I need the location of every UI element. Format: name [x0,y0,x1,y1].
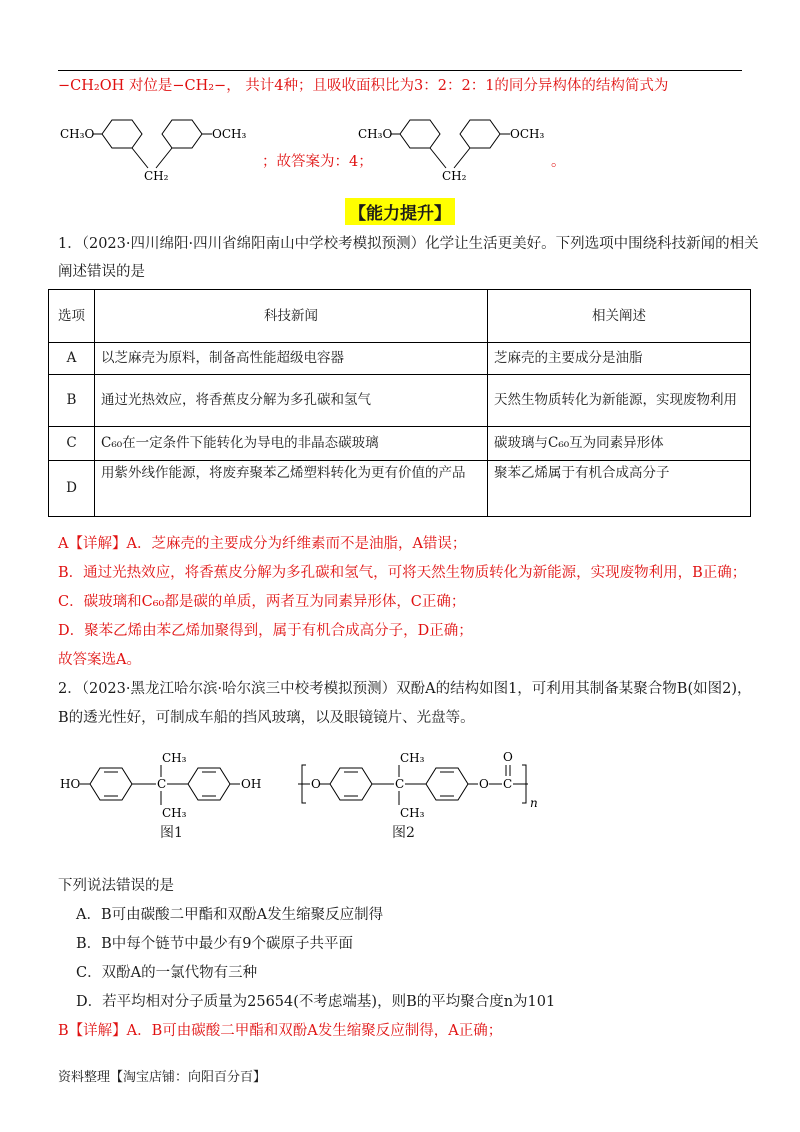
dimethoxy-diphenylmethane-structure-1 [60,118,260,188]
dimethoxy-diphenylmethane-structure-2 [358,118,558,188]
polymer-central-c: C [395,777,405,791]
polymer-n-subscript: n [530,796,538,810]
carbonyl-o: O [503,750,513,764]
q1-analysis-c: C．碳玻璃和C₆₀都是碳的单质，两者互为同素异形体，C正确； [58,594,466,610]
header-desc: 相关阐述 [488,290,751,343]
header-option: 选项 [49,290,95,343]
central-c-label: C [157,777,167,791]
figure1-bisphenol-a [60,745,275,825]
q2-stem-line1: 2．（2023·黑龙江哈尔滨·哈尔滨三中校考模拟预测）双酚A的结构如图1，可利用其制备某聚合物B(如图2)， [58,681,752,697]
q2-option-c: C．双酚A的一氯代物有三种 [76,965,258,981]
row-news: 以芝麻壳为原料，制备高性能超级电容器 [95,343,488,375]
header-news: 科技新闻 [95,290,488,343]
intro-period: 。 [551,154,566,170]
ch3-top-label: CH₃ [162,751,187,765]
header-rule [58,70,742,71]
row-desc: 碳玻璃与C₆₀互为同素异形体 [488,427,751,461]
och3-left-label-2: CH₃O [358,127,393,141]
row-desc: 天然生物质转化为新能源，实现废物利用 [488,375,751,427]
ch3-bottom-label: CH₃ [162,806,187,820]
polymer-ch3-bottom: CH₃ [400,806,425,820]
q2-option-d: D．若平均相对分子质量为25654(不考虑端基)，则B的平均聚合度n为101 [76,994,556,1010]
figure1-caption: 图1 [160,825,183,841]
table-row [49,427,751,461]
figure2-caption: 图2 [392,825,415,841]
ch2-label: CH₂ [144,169,169,183]
q2-option-b: B．B中每个链节中最少有9个碳原子共平面 [76,936,354,952]
q1-analysis-d: D．聚苯乙烯由苯乙烯加聚得到，属于有机合成高分子，D正确； [58,623,473,639]
row-option: D [49,461,95,517]
row-news: 通过光热效应，将香蕉皮分解为多孔碳和氢气 [95,375,488,427]
q2-stem-line2: B的透光性好，可制成车船的挡风玻璃，以及眼镜镜片、光盘等。 [58,710,475,726]
ch2-label-2: CH₂ [442,169,467,183]
figure2-polymer-b [298,745,558,825]
table-row [49,461,751,517]
table-row [49,375,751,427]
footer-source: 资料整理【淘宝店铺：向阳百分百】 [58,1070,267,1085]
row-option: B [49,375,95,427]
row-desc: 芝麻壳的主要成分是油脂 [488,343,751,375]
row-option: C [49,427,95,461]
oh-label: OH [241,777,262,791]
row-news: 用紫外线作能源，将废弃聚苯乙烯塑料转化为更有价值的产品 [95,461,488,517]
intro-answer-text: ；故答案为：4； [262,154,373,170]
row-option: A [49,343,95,375]
q1-analysis-b: B．通过光热效应，将香蕉皮分解为多孔碳和氢气，可将天然生物质转化为新能源，实现废物利用，B正确； [58,565,747,581]
q2-option-a: A．B可由碳酸二甲酯和双酚A发生缩聚反应制得 [76,907,384,923]
table-row [49,343,751,375]
q1-stem-line1: 1．（2023·四川绵阳·四川省绵阳南山中学校考模拟预测）化学让生活更美好。下列选项中围绕科技新闻的相关 [58,236,759,252]
ho-label: HO [60,777,81,791]
table-header-row [49,290,751,343]
ether-o-left: O [311,777,321,791]
polymer-ch3-top: CH₃ [400,751,425,765]
q2-prompt: 下列说法错误的是 [58,878,174,894]
carbonyl-c: C [503,777,513,791]
q2-analysis-a: B【详解】A．B可由碳酸二甲酯和双酚A发生缩聚反应制得，A正确； [58,1023,503,1039]
section-title: 【能力提升】 [0,198,800,225]
intro-line: −CH₂OH 对位是−CH₂−， 共计4种；且吸收面积比为3：2：2：1的同分异构体的结构简式为 [58,78,669,94]
row-news: C₆₀在一定条件下能转化为导电的非晶态碳玻璃 [95,427,488,461]
q1-stem-line2: 阐述错误的是 [58,264,145,280]
ether-o-right: O [479,777,489,791]
q1-answer: 故答案选A。 [58,652,141,668]
och3-right-label: OCH₃ [212,127,247,141]
och3-right-label-2: OCH₃ [510,127,545,141]
q1-analysis-a: A【详解】A．芝麻壳的主要成分为纤维素而不是油脂，A错误； [58,536,467,552]
row-desc: 聚苯乙烯属于有机合成高分子 [488,461,751,517]
q1-news-table [48,289,751,517]
och3-left-label: CH₃O [60,127,95,141]
